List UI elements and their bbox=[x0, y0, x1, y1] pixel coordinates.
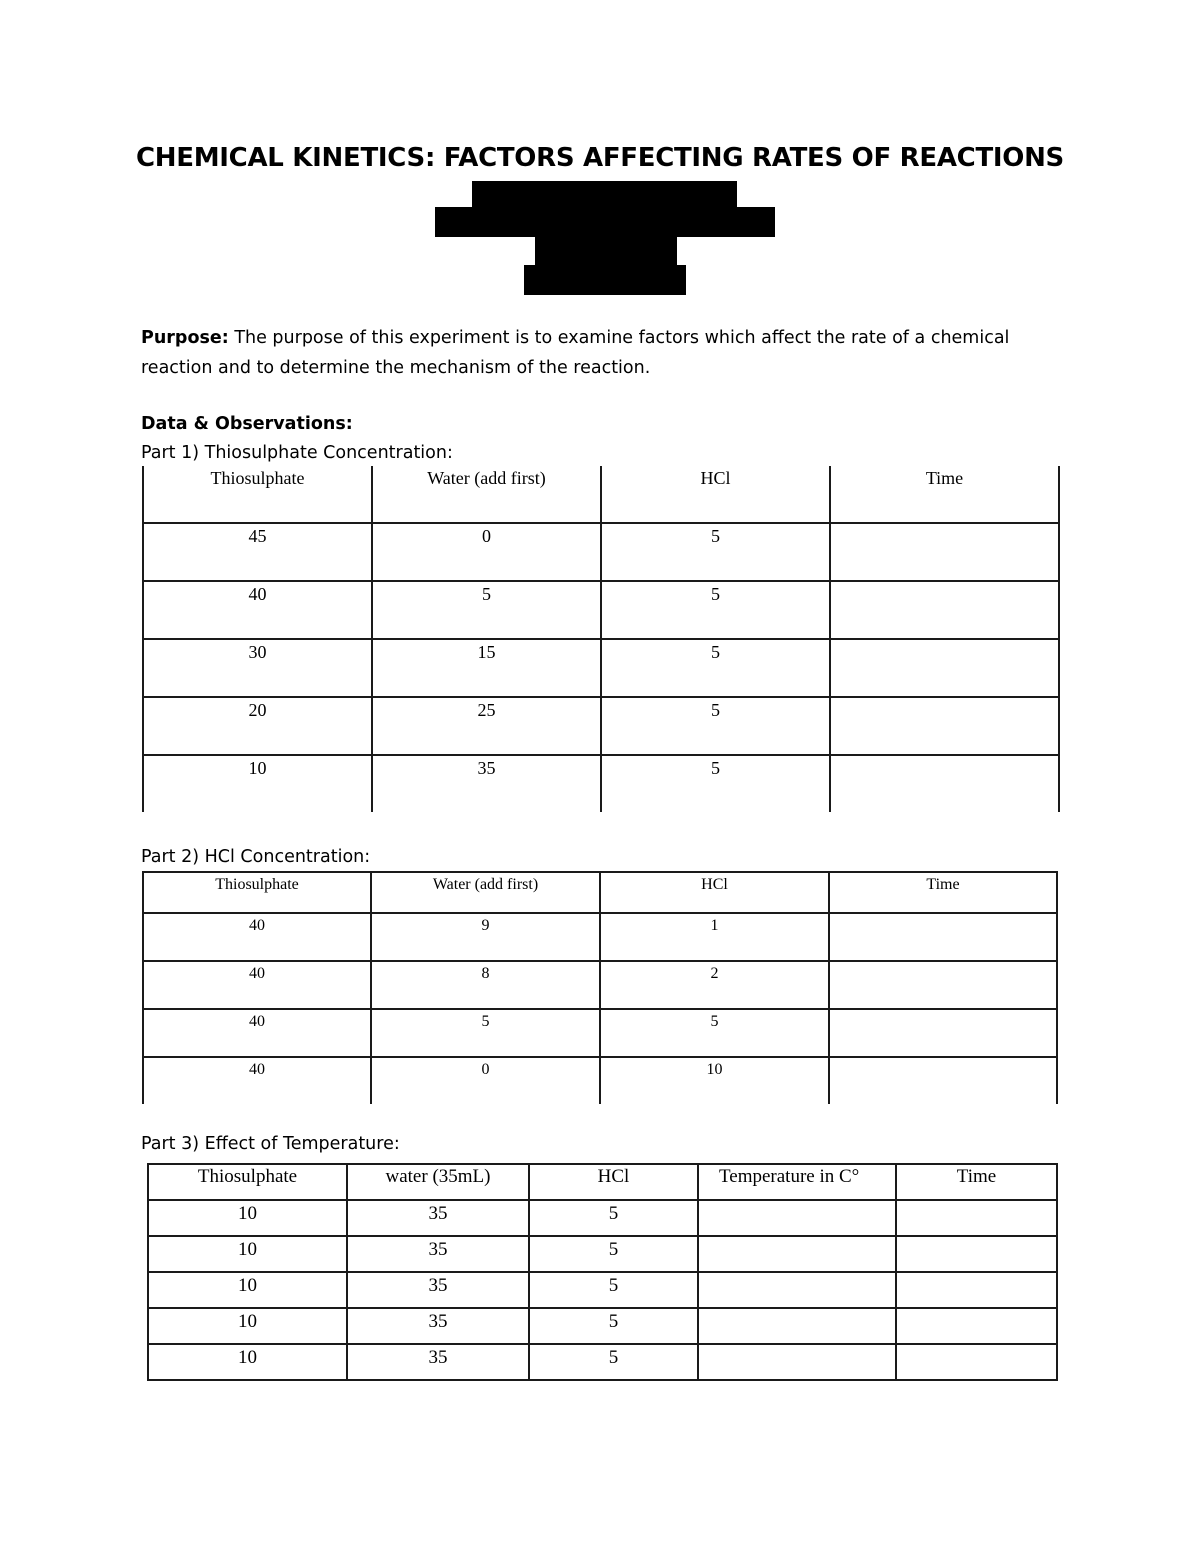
temperature-cell[interactable] bbox=[698, 1344, 896, 1380]
column-header: Water (add first) bbox=[372, 466, 601, 523]
table-row bbox=[143, 913, 1057, 961]
table-cell: 35 bbox=[347, 1272, 529, 1308]
table-row bbox=[148, 1308, 1057, 1344]
table-cell: 5 bbox=[601, 755, 830, 812]
table-cell: 5 bbox=[601, 639, 830, 697]
table-cell: 10 bbox=[148, 1344, 347, 1380]
table-row bbox=[143, 1009, 1057, 1057]
time-cell[interactable] bbox=[896, 1200, 1057, 1236]
column-header: Thiosulphate bbox=[143, 872, 371, 913]
table-cell: 25 bbox=[372, 697, 601, 755]
time-cell[interactable] bbox=[829, 961, 1057, 1009]
table-row bbox=[143, 639, 1059, 697]
table-cell: 2 bbox=[600, 961, 829, 1009]
page-title: CHEMICAL KINETICS: FACTORS AFFECTING RATES OF REACTIONS bbox=[136, 143, 1064, 173]
table-cell: 5 bbox=[529, 1308, 698, 1344]
time-cell[interactable] bbox=[896, 1308, 1057, 1344]
temperature-cell[interactable] bbox=[698, 1308, 896, 1344]
table-cell: 20 bbox=[143, 697, 372, 755]
table-row bbox=[143, 755, 1059, 812]
table-row bbox=[143, 581, 1059, 639]
time-cell[interactable] bbox=[830, 697, 1059, 755]
time-cell[interactable] bbox=[829, 1057, 1057, 1104]
table-cell: 5 bbox=[372, 581, 601, 639]
table-cell: 5 bbox=[529, 1200, 698, 1236]
table-cell: 15 bbox=[372, 639, 601, 697]
table-cell: 10 bbox=[600, 1057, 829, 1104]
column-header: Time bbox=[830, 466, 1059, 523]
part2-table bbox=[142, 871, 1058, 1104]
time-cell[interactable] bbox=[830, 581, 1059, 639]
temperature-cell[interactable] bbox=[698, 1200, 896, 1236]
table-cell: 5 bbox=[601, 697, 830, 755]
table-cell: 1 bbox=[600, 913, 829, 961]
column-header: Thiosulphate bbox=[143, 466, 372, 523]
table-cell: 35 bbox=[347, 1308, 529, 1344]
data-observations-heading: Data & Observations: bbox=[141, 414, 353, 434]
table-cell: 35 bbox=[372, 755, 601, 812]
column-header: Water (add first) bbox=[371, 872, 600, 913]
time-cell[interactable] bbox=[896, 1344, 1057, 1380]
table-cell: 9 bbox=[371, 913, 600, 961]
part3-label: Part 3) Effect of Temperature: bbox=[141, 1134, 400, 1154]
table-row bbox=[148, 1272, 1057, 1308]
table-cell: 40 bbox=[143, 961, 371, 1009]
column-header: Temperature in C° bbox=[698, 1164, 896, 1200]
time-cell[interactable] bbox=[896, 1272, 1057, 1308]
temperature-cell[interactable] bbox=[698, 1272, 896, 1308]
table-cell: 40 bbox=[143, 1057, 371, 1104]
column-header: Time bbox=[896, 1164, 1057, 1200]
table-cell: 10 bbox=[148, 1272, 347, 1308]
time-cell[interactable] bbox=[829, 913, 1057, 961]
column-header: Thiosulphate bbox=[148, 1164, 347, 1200]
table-cell: 5 bbox=[529, 1344, 698, 1380]
purpose-text: The purpose of this experiment is to examine factors which affect the rate of a chemical reaction and to determine the mechanism of the reaction. bbox=[141, 328, 1010, 378]
table-cell: 5 bbox=[529, 1236, 698, 1272]
column-header: HCl bbox=[529, 1164, 698, 1200]
table-cell: 40 bbox=[143, 913, 371, 961]
table-cell: 10 bbox=[148, 1308, 347, 1344]
table-cell: 5 bbox=[529, 1272, 698, 1308]
table-cell: 35 bbox=[347, 1200, 529, 1236]
table-cell: 5 bbox=[601, 581, 830, 639]
part1-table bbox=[142, 466, 1060, 812]
table-cell: 0 bbox=[371, 1057, 600, 1104]
table-row bbox=[143, 1057, 1057, 1104]
table-cell: 30 bbox=[143, 639, 372, 697]
redaction-bar bbox=[524, 265, 686, 295]
table-row bbox=[148, 1344, 1057, 1380]
part2-label: Part 2) HCl Concentration: bbox=[141, 847, 371, 867]
table-cell: 5 bbox=[601, 523, 830, 581]
part3-table bbox=[147, 1163, 1058, 1381]
table-row bbox=[148, 1236, 1057, 1272]
table-header-row bbox=[148, 1164, 1057, 1200]
table-cell: 5 bbox=[371, 1009, 600, 1057]
redaction-bar bbox=[435, 207, 775, 237]
part1-label: Part 1) Thiosulphate Concentration: bbox=[141, 443, 453, 463]
table-row bbox=[143, 697, 1059, 755]
time-cell[interactable] bbox=[830, 639, 1059, 697]
time-cell[interactable] bbox=[830, 755, 1059, 812]
table-cell: 40 bbox=[143, 1009, 371, 1057]
time-cell[interactable] bbox=[896, 1236, 1057, 1272]
table-cell: 45 bbox=[143, 523, 372, 581]
table-cell: 35 bbox=[347, 1236, 529, 1272]
table-cell: 10 bbox=[148, 1200, 347, 1236]
purpose-paragraph bbox=[141, 323, 1061, 383]
table-row bbox=[143, 961, 1057, 1009]
time-cell[interactable] bbox=[829, 1009, 1057, 1057]
column-header: HCl bbox=[600, 872, 829, 913]
column-header: HCl bbox=[601, 466, 830, 523]
table-cell: 0 bbox=[372, 523, 601, 581]
table-header-row bbox=[143, 872, 1057, 913]
table-cell: 10 bbox=[143, 755, 372, 812]
table-header-row bbox=[143, 466, 1059, 523]
table-cell: 10 bbox=[148, 1236, 347, 1272]
table-row bbox=[143, 523, 1059, 581]
redaction-bar bbox=[535, 235, 677, 268]
column-header: Time bbox=[829, 872, 1057, 913]
column-header: water (35mL) bbox=[347, 1164, 529, 1200]
table-cell: 5 bbox=[600, 1009, 829, 1057]
table-row bbox=[148, 1200, 1057, 1236]
table-cell: 35 bbox=[347, 1344, 529, 1380]
time-cell[interactable] bbox=[830, 523, 1059, 581]
purpose-label: Purpose: bbox=[141, 328, 229, 348]
temperature-cell[interactable] bbox=[698, 1236, 896, 1272]
table-cell: 8 bbox=[371, 961, 600, 1009]
table-cell: 40 bbox=[143, 581, 372, 639]
